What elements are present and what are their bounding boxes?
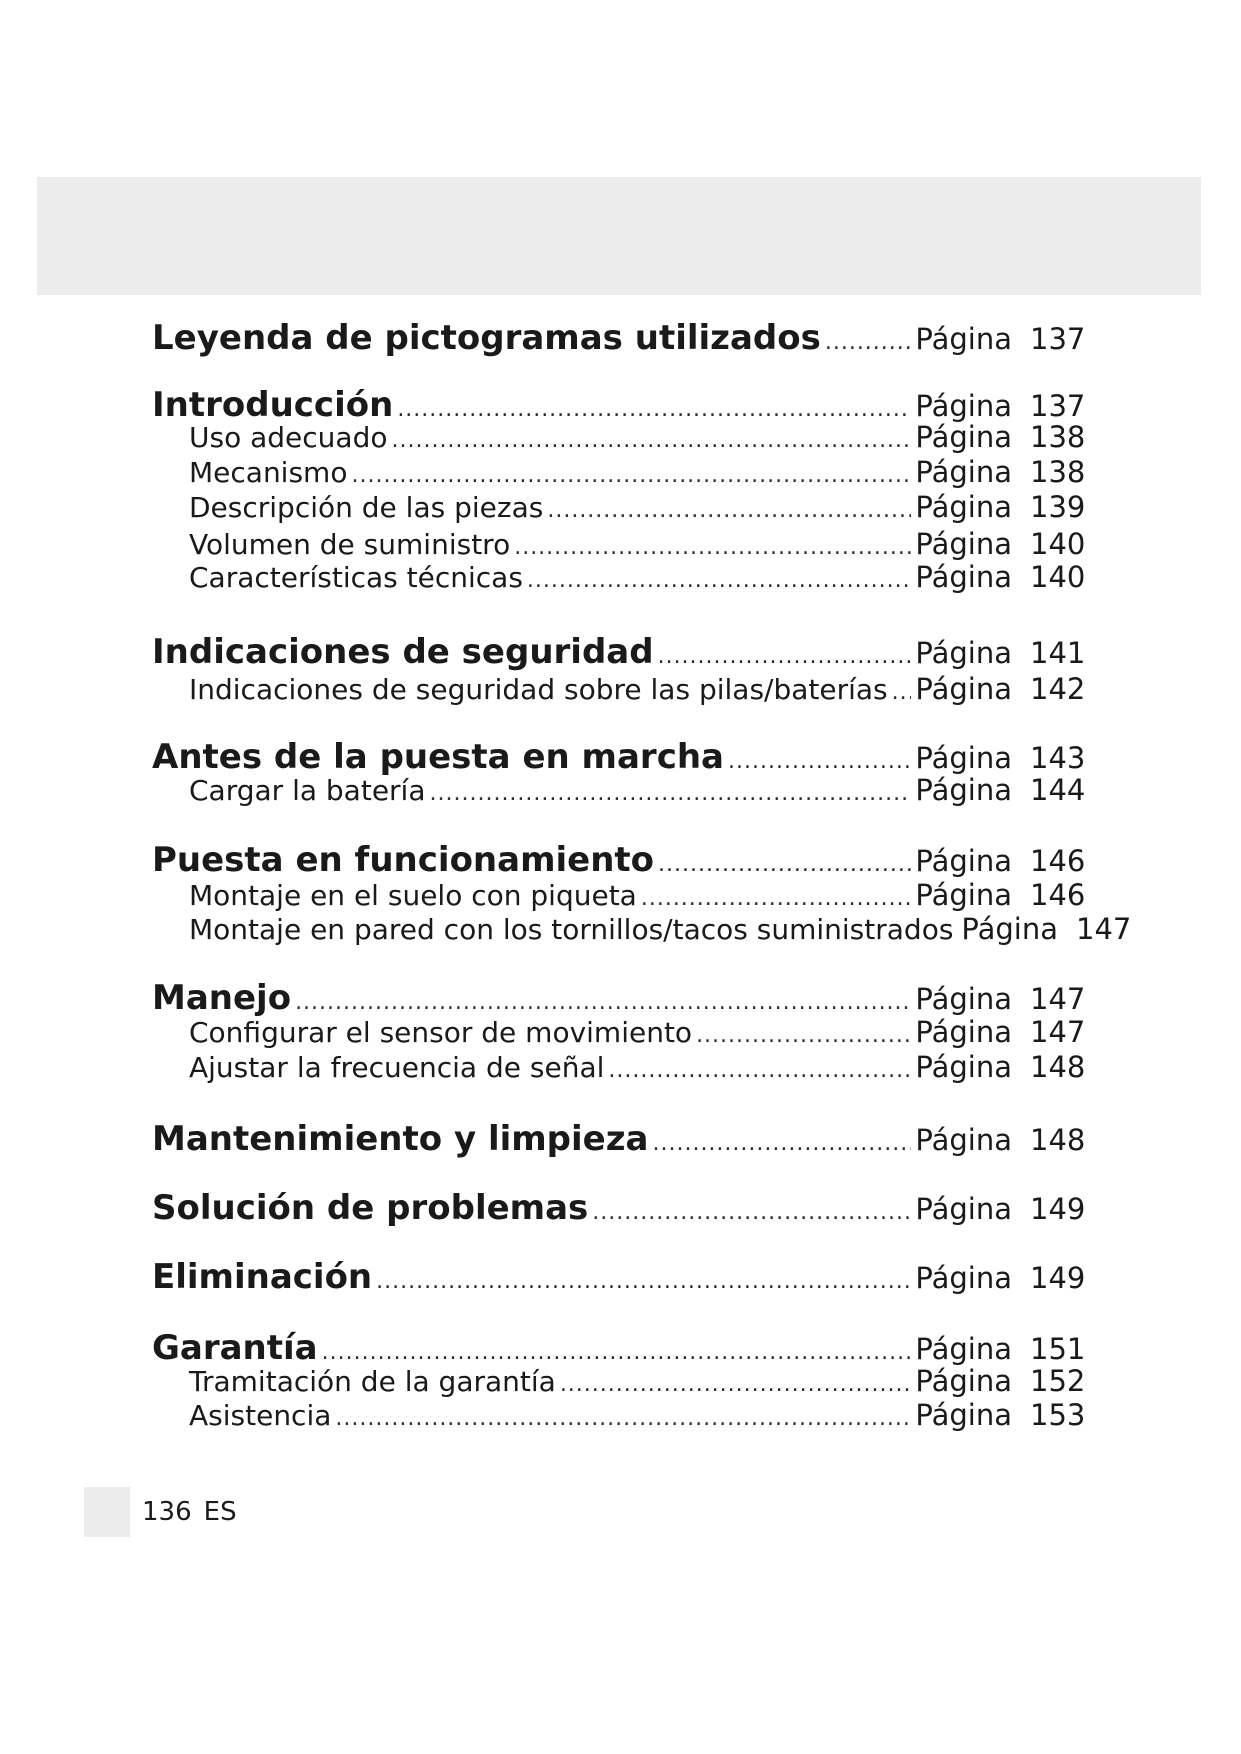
toc-page-word: Página — [915, 389, 1012, 423]
toc-entry-title: Mecanismo — [189, 456, 348, 489]
toc-page-word: Página — [915, 844, 1012, 878]
toc-subsection-entry — [152, 420, 1088, 454]
toc-page-number: 149 — [1030, 1192, 1086, 1226]
toc-subsection-entry — [152, 773, 1088, 807]
toc-leader-dots — [391, 428, 911, 453]
toc-leader-dots — [641, 886, 912, 911]
toc-page-ref — [915, 560, 1088, 594]
toc-page-number: 140 — [1030, 560, 1086, 594]
toc-entry-title: Eliminación — [152, 1257, 373, 1297]
toc-subsection-entry — [152, 560, 1088, 594]
toc-section-entry — [152, 318, 1088, 358]
toc-page-ref — [915, 1364, 1088, 1398]
toc-entry-title: Puesta en funcionamiento — [152, 840, 655, 880]
toc-entry-title: Ajustar la frecuencia de señal — [189, 1051, 605, 1084]
toc-entry-title: Características técnicas — [189, 561, 523, 594]
toc-leader-dots — [322, 1340, 912, 1365]
toc-entry-title: Mantenimiento y limpieza — [152, 1119, 649, 1159]
toc-page-ref — [915, 420, 1088, 454]
toc-leader-dots — [825, 330, 912, 355]
toc-subsection-entry — [152, 1050, 1088, 1084]
toc-page-ref — [915, 1398, 1088, 1432]
toc-section-entry — [152, 1328, 1088, 1368]
toc-page-word: Página — [961, 912, 1058, 946]
toc-entry-title: Descripción de las piezas — [189, 491, 544, 524]
toc-page-ref — [915, 322, 1088, 356]
toc-page-word: Página — [915, 1015, 1012, 1049]
toc-page-ref — [915, 1050, 1088, 1084]
toc-page-word: Página — [915, 1398, 1012, 1432]
toc-page-ref — [915, 1192, 1088, 1226]
toc-entry-title: Leyenda de pictogramas utilizados — [152, 318, 821, 358]
toc-page-ref — [915, 455, 1088, 489]
toc-page-word: Página — [915, 741, 1012, 775]
toc-page-number: 152 — [1030, 1364, 1086, 1398]
toc-entry-title: Antes de la puesta en marcha — [152, 737, 724, 777]
toc-leader-dots — [696, 1023, 911, 1048]
toc-leader-dots — [560, 1372, 912, 1397]
toc-subsection-entry — [152, 878, 1088, 912]
toc-page-ref — [915, 1332, 1088, 1366]
toc-page-ref — [915, 1261, 1088, 1295]
toc-page-word: Página — [915, 322, 1012, 356]
toc-page-ref — [915, 1123, 1088, 1157]
toc-page-number: 142 — [1030, 672, 1086, 706]
toc-subsection-entry — [152, 1364, 1088, 1398]
toc-subsection-entry — [152, 455, 1088, 489]
toc-page-word: Página — [915, 878, 1012, 912]
toc-entry-title: Montaje en el suelo con piqueta — [189, 879, 637, 912]
toc-entry-title: Indicaciones de seguridad — [152, 632, 654, 672]
toc-page-word: Página — [915, 1192, 1012, 1226]
toc-page-number: 138 — [1030, 420, 1086, 454]
toc-entry-title: Montaje en pared con los tornillos/tacos suministrados — [189, 913, 954, 946]
toc-page-number: 147 — [1030, 982, 1086, 1016]
toc-page-number: 141 — [1030, 636, 1086, 670]
toc-leader-dots — [592, 1200, 911, 1225]
toc-entry-title: Volumen de suministro — [189, 528, 511, 561]
header-band — [37, 177, 1201, 295]
toc-page-ref — [915, 878, 1088, 912]
toc-entry-title: Indicaciones de seguridad sobre las pilas/baterías — [189, 673, 888, 706]
toc-page-word: Página — [915, 420, 1012, 454]
toc-entry-title: Introducción — [152, 385, 394, 425]
toc-entry-title: Tramitación de la garantía — [189, 1365, 556, 1398]
toc-leader-dots — [547, 498, 911, 523]
toc-section-entry — [152, 1119, 1088, 1159]
toc-section-entry — [152, 385, 1088, 425]
toc-page-number: 137 — [1030, 322, 1086, 356]
toc-section-entry — [152, 978, 1088, 1018]
toc-page-word: Página — [915, 1332, 1012, 1366]
toc-leader-dots — [376, 1269, 911, 1294]
toc-leader-dots — [351, 463, 911, 488]
toc-page-number: 148 — [1030, 1123, 1086, 1157]
toc-page-number: 138 — [1030, 455, 1086, 489]
toc-subsection-entry — [152, 527, 1088, 561]
toc-page-word: Página — [915, 455, 1012, 489]
toc-entry-title: Configurar el sensor de movimiento — [189, 1016, 693, 1049]
toc-page-number: 140 — [1030, 527, 1086, 561]
toc-leader-dots — [892, 680, 912, 705]
toc-leader-dots — [652, 1131, 911, 1156]
toc-page-ref — [915, 672, 1088, 706]
toc-leader-dots — [397, 397, 911, 422]
toc-subsection-entry — [152, 1015, 1088, 1049]
toc-entry-title: Solución de problemas — [152, 1188, 589, 1228]
toc-page-ref — [915, 636, 1088, 670]
toc-page-number: 137 — [1030, 389, 1086, 423]
toc-leader-dots — [514, 535, 911, 560]
toc-section-entry — [152, 1188, 1088, 1228]
language-code: ES — [203, 1497, 237, 1527]
page-number: 136 — [142, 1497, 192, 1527]
toc-page-number: 151 — [1030, 1332, 1086, 1366]
page-footer — [84, 1487, 237, 1537]
toc-page-ref — [915, 389, 1088, 423]
toc-page-number: 146 — [1030, 844, 1086, 878]
toc-page-number: 153 — [1030, 1398, 1086, 1432]
toc-entry-title: Garantía — [152, 1328, 318, 1368]
toc-page-number: 149 — [1030, 1261, 1086, 1295]
toc-page-number: 144 — [1030, 773, 1086, 807]
toc-entry-title: Cargar la batería — [189, 774, 426, 807]
toc-page-ref — [915, 527, 1088, 561]
toc-page-ref — [915, 741, 1088, 775]
toc-leader-dots — [728, 749, 911, 774]
toc-section-entry — [152, 840, 1088, 880]
toc-page-number: 146 — [1030, 878, 1086, 912]
toc-subsection-entry — [152, 1398, 1088, 1432]
toc-leader-dots — [658, 852, 911, 877]
toc-subsection-entry — [152, 672, 1088, 706]
toc-page-word: Página — [915, 982, 1012, 1016]
toc-entry-title: Asistencia — [189, 1399, 332, 1432]
toc-leader-dots — [608, 1058, 911, 1083]
toc-subsection-entry — [152, 912, 1132, 946]
toc-page-word: Página — [915, 672, 1012, 706]
toc-page-word: Página — [915, 1261, 1012, 1295]
toc-leader-dots — [527, 568, 912, 593]
toc-page-ref — [961, 912, 1134, 946]
toc-page-word: Página — [915, 773, 1012, 807]
toc-leader-dots — [335, 1406, 911, 1431]
toc-page-word: Página — [915, 1123, 1012, 1157]
toc-page-ref — [915, 773, 1088, 807]
toc-subsection-entry — [152, 490, 1088, 524]
toc-page-word: Página — [915, 636, 1012, 670]
toc-page-number: 139 — [1030, 490, 1086, 524]
toc-page-word: Página — [915, 1050, 1012, 1084]
toc-entry-title: Manejo — [152, 978, 292, 1018]
toc-page-ref — [915, 982, 1088, 1016]
toc-page-number: 148 — [1030, 1050, 1086, 1084]
toc-entry-title: Uso adecuado — [189, 421, 388, 454]
toc-page-word: Página — [915, 560, 1012, 594]
toc-section-entry — [152, 737, 1088, 777]
toc-page-word: Página — [915, 490, 1012, 524]
toc-section-entry — [152, 632, 1088, 672]
toc-page-number: 143 — [1030, 741, 1086, 775]
toc-page-ref — [915, 1015, 1088, 1049]
toc-page-number: 147 — [1030, 1015, 1086, 1049]
toc-page-word: Página — [915, 1364, 1012, 1398]
toc-leader-dots — [295, 990, 911, 1015]
toc-leader-dots — [658, 644, 912, 669]
footer-tab-marker — [84, 1487, 130, 1537]
toc-page-word: Página — [915, 527, 1012, 561]
toc-page-number: 147 — [1076, 912, 1132, 946]
toc-page-ref — [915, 490, 1088, 524]
toc-leader-dots — [430, 781, 912, 806]
toc-section-entry — [152, 1257, 1088, 1297]
toc-page-ref — [915, 844, 1088, 878]
